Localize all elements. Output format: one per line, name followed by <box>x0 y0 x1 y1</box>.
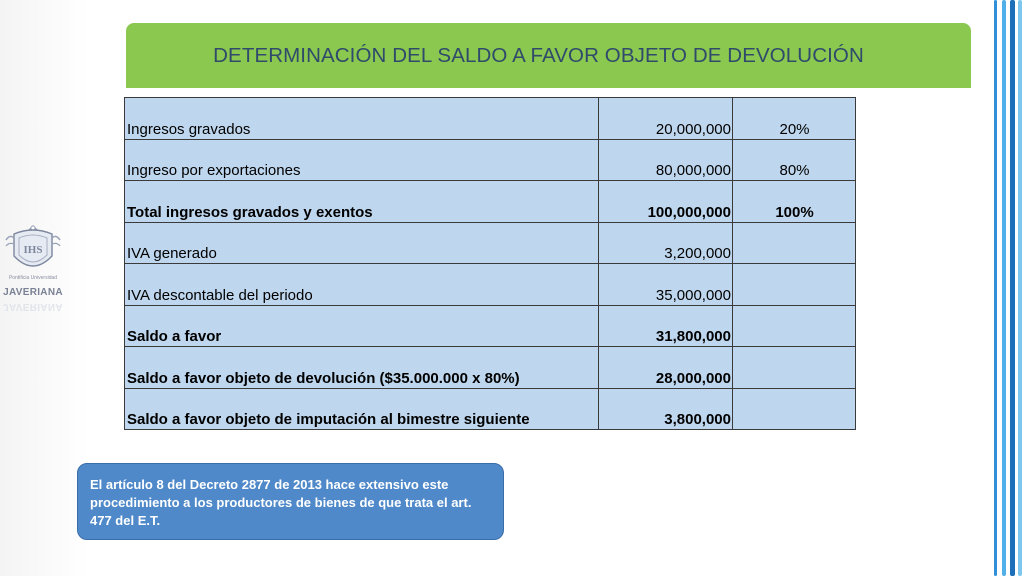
table-row <box>125 388 856 430</box>
table-row <box>125 347 856 389</box>
row-percent: 20% <box>733 98 856 140</box>
row-label: IVA generado <box>125 222 599 264</box>
decorative-line <box>1002 0 1006 576</box>
row-label: Ingresos gravados <box>125 98 599 140</box>
row-value: 100,000,000 <box>599 181 733 223</box>
row-label: IVA descontable del periodo <box>125 264 599 306</box>
row-value: 3,800,000 <box>599 388 733 430</box>
note-box: El artículo 8 del Decreto 2877 de 2013 hace extensivo este procedimiento a los productores de bienes de que trata el art. 477 del E.T. <box>77 463 504 540</box>
logo-line-1: Pontificia Universidad <box>8 275 58 281</box>
row-value: 28,000,000 <box>599 347 733 389</box>
table-row <box>125 139 856 181</box>
row-value: 3,200,000 <box>599 222 733 264</box>
svg-text:IHS: IHS <box>23 244 43 256</box>
row-label: Saldo a favor objeto de devolución ($35.000.000 x 80%) <box>125 347 599 389</box>
row-percent <box>733 305 856 347</box>
balance-table <box>124 97 856 430</box>
row-label: Saldo a favor objeto de imputación al bimestre siguiente <box>125 388 599 430</box>
row-percent <box>733 347 856 389</box>
row-percent: 80% <box>733 139 856 181</box>
row-label: Total ingresos gravados y exentos <box>125 181 599 223</box>
decorative-line <box>1010 0 1015 576</box>
title-bar <box>126 23 971 88</box>
table-row <box>125 264 856 306</box>
slide-title: DETERMINACIÓN DEL SALDO A FAVOR OBJETO DE DEVOLUCIÓN <box>213 43 864 67</box>
row-percent <box>733 388 856 430</box>
row-percent: 100% <box>733 181 856 223</box>
table-row <box>125 181 856 223</box>
logo-name: JAVERIANA <box>3 287 63 298</box>
row-label: Ingreso por exportaciones <box>125 139 599 181</box>
row-percent <box>733 264 856 306</box>
table-row <box>125 305 856 347</box>
decorative-line <box>1018 0 1022 576</box>
row-percent <box>733 222 856 264</box>
row-value: 80,000,000 <box>599 139 733 181</box>
decorative-lines <box>984 0 1024 576</box>
row-value: 31,800,000 <box>599 305 733 347</box>
university-logo <box>2 222 64 322</box>
table-row <box>125 98 856 140</box>
row-label: Saldo a favor <box>125 305 599 347</box>
decorative-line <box>994 0 997 576</box>
table-row <box>125 222 856 264</box>
university-crest-icon <box>2 222 64 276</box>
row-value: 35,000,000 <box>599 264 733 306</box>
logo-reflection: JAVERIANA <box>3 301 63 312</box>
row-value: 20,000,000 <box>599 98 733 140</box>
